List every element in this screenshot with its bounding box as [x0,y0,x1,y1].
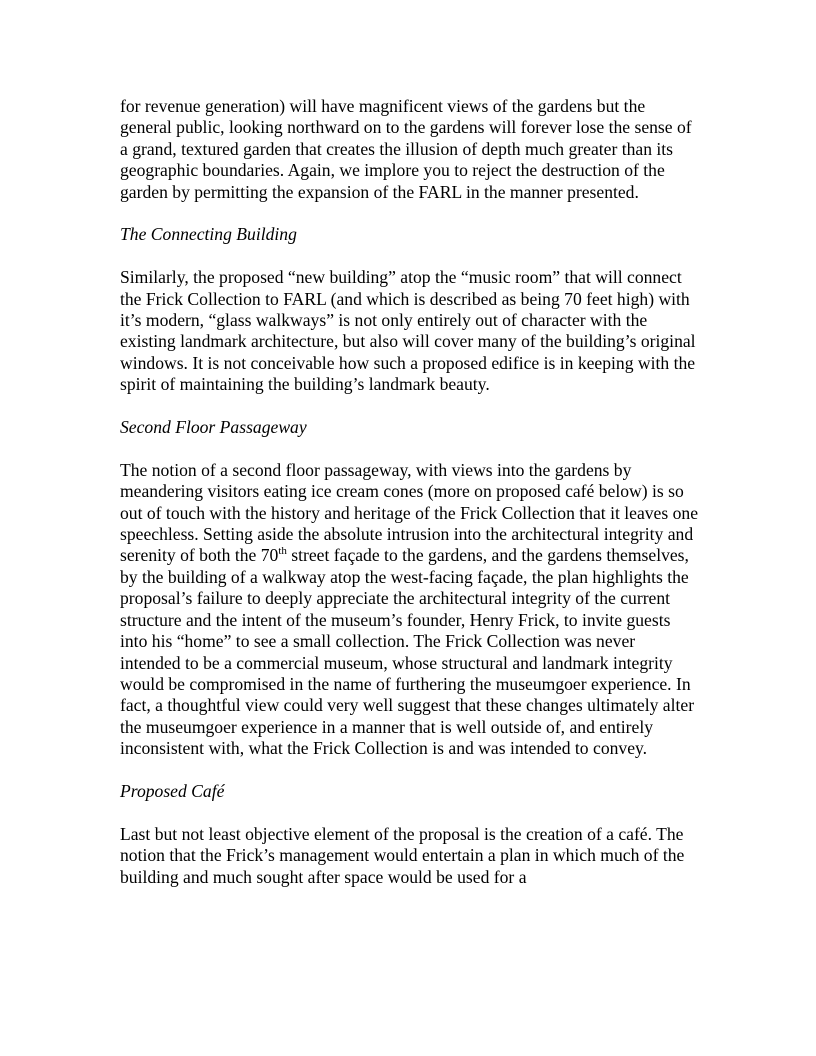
paragraph-connecting-building: Similarly, the proposed “new building” atop the “music room” that will connect the Frick Collection to FARL (and which is described as being 70 feet high) with it’s modern, “glass walkways” is not only entirely out of character with the existing landmark architecture, but also will cover many of the building’s original windows. It is not conceivable how such a proposed edifice is in keeping with the spirit of maintaining the building’s landmark beauty. [120,267,696,395]
passageway-text-part-1: The notion of a second floor passageway, with views into the gardens by meandering visitors eating ice cream cones (more on proposed café below) is so out of touch with the history and heritage of the Frick Collection that it leaves one speechless. Setting aside the absolute intrusion into the architectural integrity and serenity of both the 70 [120,459,699,566]
passageway-text-part-2: street façade to the gardens, and the gardens themselves, by the building of a walkway atop the west-facing façade, the plan highlights the proposal’s failure to deeply appreciate the architectural integrity of the current structure and the intent of the museum’s founder, Henry Frick, to invite guests into his “home” to see a small collection. The Frick Collection was never intended to be a commercial museum, whose structural and landmark integrity would be compromised in the name of furthering the museumgoer experience. In fact, a thoughtful view could very well suggest that these changes ultimately alter the museumgoer experience in a manner that is well outside of, and entirely inconsistent with, what the Frick Collection is and was intended to convey. [120,545,695,759]
paragraph-proposed-cafe: Last but not least objective element of the proposal is the creation of a café. The notion that the Frick’s management would entertain a plan in which much of the building and much sought after space would be used for a [120,823,685,887]
paragraph-second-floor-passageway [120,460,700,760]
paragraph-garden-views: for revenue generation) will have magnificent views of the gardens but the general public, looking northward on to the gardens will forever lose the sense of a grand, textured garden that creates the illusion of depth much greater than its geographic boundaries. Again, we implore you to reject the destruction of the garden by permitting the expansion of the FARL in the manner presented. [120,96,692,202]
document-page [120,96,700,909]
heading-proposed-cafe: Proposed Café [120,780,225,801]
ordinal-suffix: th [278,545,287,558]
heading-connecting-building: The Connecting Building [120,224,297,245]
heading-second-floor-passageway: Second Floor Passageway [120,417,307,438]
